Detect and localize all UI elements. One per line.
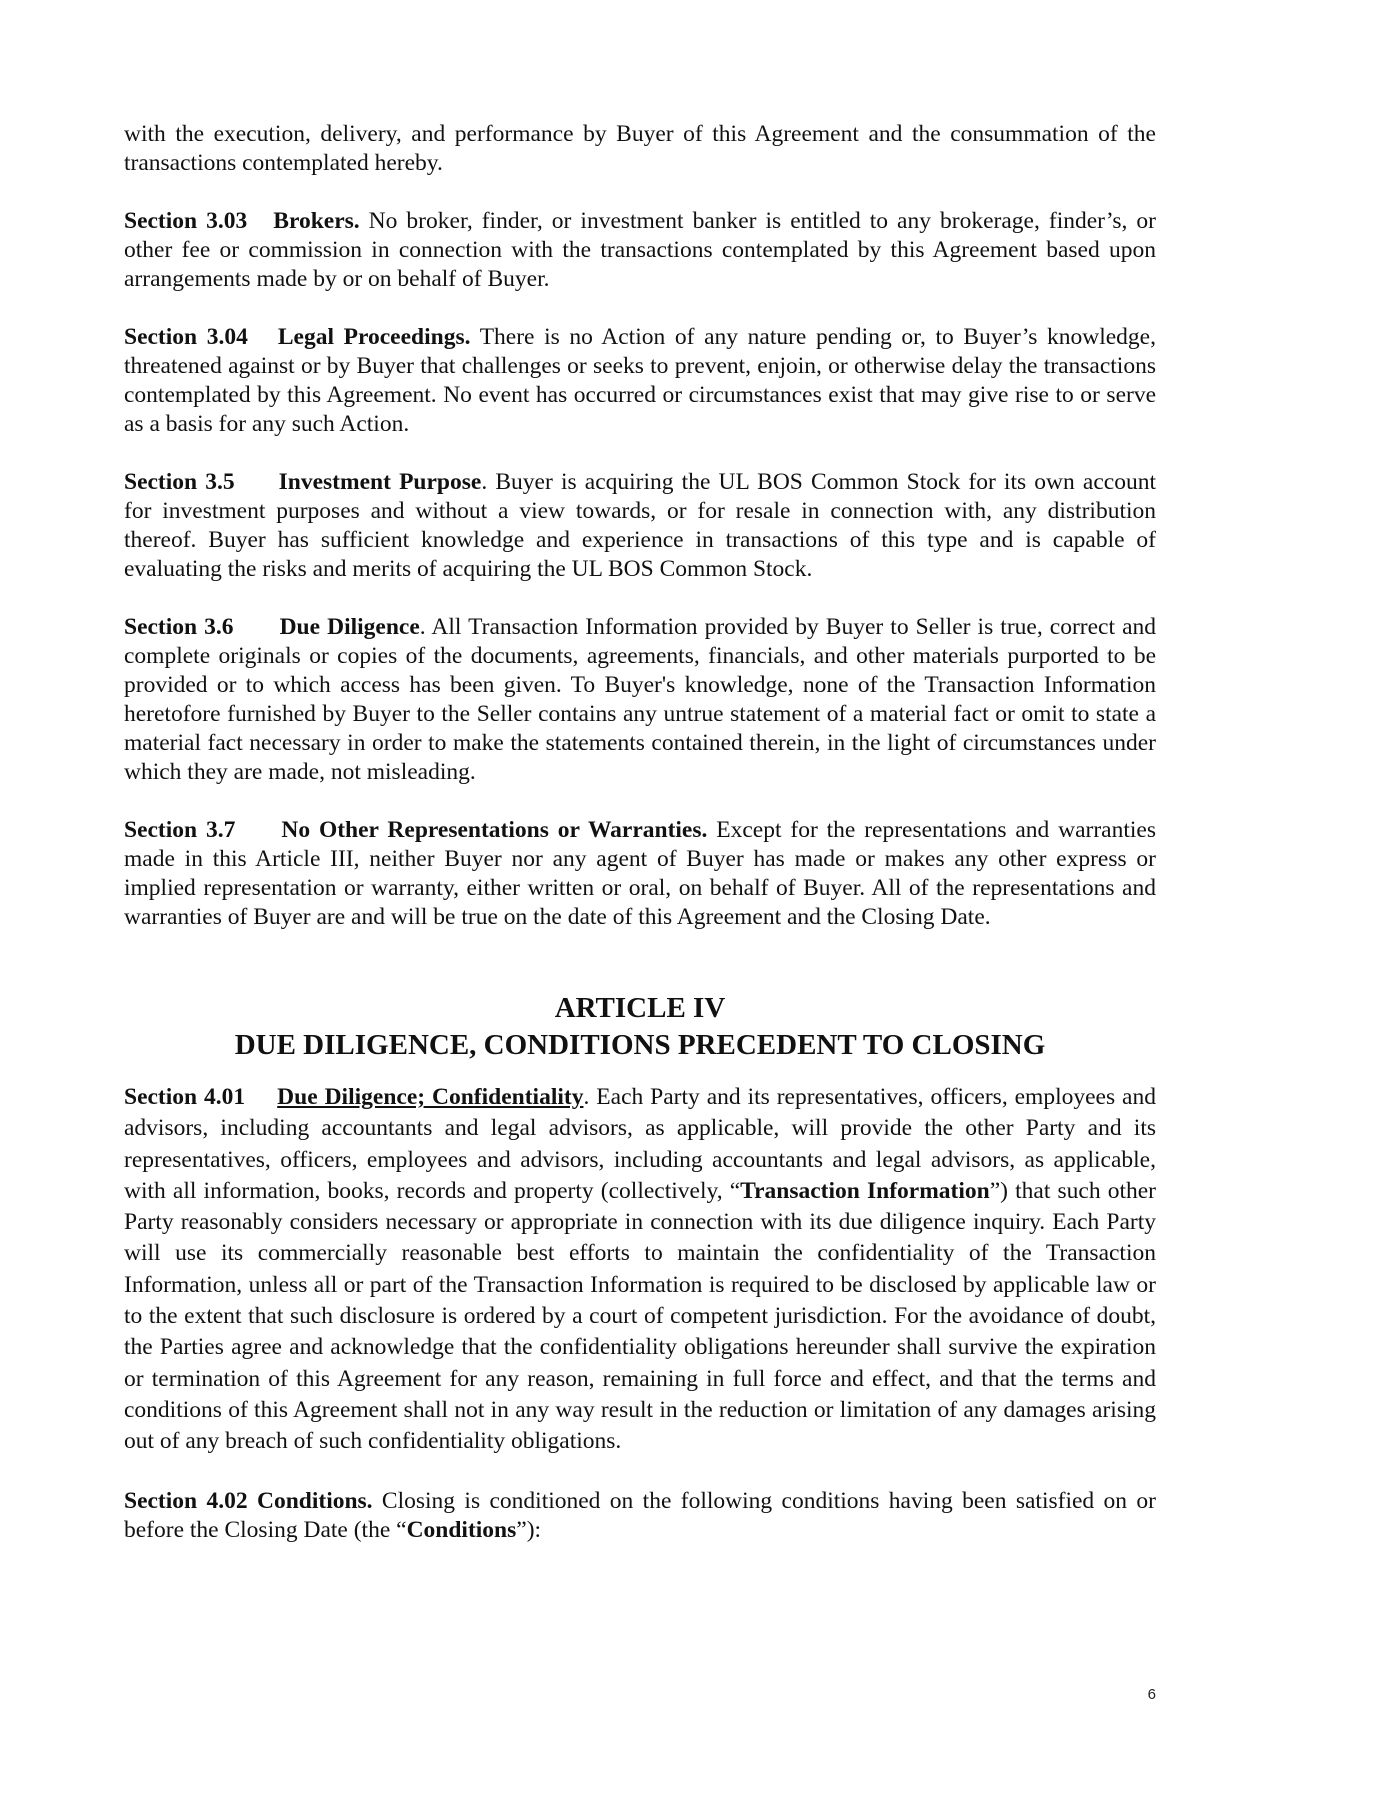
section-4-02 <box>124 1487 1156 1545</box>
section-number: Section 3.7 <box>124 817 236 843</box>
section-text: . Buyer is acquiring the UL BOS Common Stock for its own account for investment purposes and without a view towards, or for resale in connection with, any distribution thereof. Buyer has sufficient knowledge and experience in transactions of this type and is capable of evaluating the risks and merits of acquiring the UL BOS Common Stock. <box>124 469 1156 582</box>
section-title: Legal Proceedings. <box>277 324 471 350</box>
section-number: Section 3.03 <box>124 208 248 234</box>
section-title: Due Diligence <box>279 614 420 640</box>
section-number: Section 3.04 <box>124 324 248 350</box>
section-4-01 <box>124 1082 1156 1458</box>
section-text: ”): <box>516 1516 542 1543</box>
section-number: Section 3.6 <box>124 614 234 640</box>
paragraph-continuation <box>124 120 1156 178</box>
section-3-6 <box>124 613 1156 787</box>
section-text: Closing is conditioned on the following conditions having been satisfied on or before the Closing Date (the “ <box>124 1487 1156 1543</box>
document-body <box>124 120 1156 1574</box>
section-text: There is no Action of any nature pending or, to Buyer’s knowledge, threatened against or by Buyer that challenges or seeks to prevent, enjoin, or otherwise delay the transactions contemplated by this Agreement. No event has occurred or circumstances exist that may give rise to or serve as a basis for any such Action. <box>124 324 1156 437</box>
section-title: Brokers. <box>273 208 360 234</box>
section-number: Section 4.01 <box>124 1084 246 1110</box>
section-text: . Each Party and its representatives, officers, employees and advisors, including accountants and legal advisors, as applicable, will provide the other Party and its representatives, officers, employees and advisors, including accountants and legal advisors, as applicable, with all information, books, records and property (collectively, “ <box>124 1084 1156 1204</box>
article-heading <box>124 990 1156 1064</box>
section-3-03 <box>124 207 1156 294</box>
section-number: Section 4.02 Conditions. <box>124 1487 373 1514</box>
section-text: Except for the representations and warranties made in this Article III, neither Buyer nor any agent of Buyer has made or makes any other express or implied representation or warranty, either written or oral, on behalf of Buyer. All of the representations and warranties of Buyer are and will be true on the date of this Agreement and the Closing Date. <box>124 817 1157 930</box>
paragraph-text: with the execution, delivery, and performance by Buyer of this Agreement and the consummation of the transactions contemplated hereby. <box>124 121 1156 176</box>
section-title: Investment Purpose <box>278 469 482 495</box>
section-3-04 <box>124 323 1156 439</box>
section-title: No Other Representations or Warranties. <box>281 817 708 843</box>
section-text: . All Transaction Information provided by Buyer to Seller is true, correct and complete originals or copies of the documents, agreements, financials, and other materials purported to be provided or to which access has been given. To Buyer's knowledge, none of the Transaction Information heretofore furnished by Buyer to the Seller contains any untrue statement of a material fact or omit to state a material fact necessary in order to make the statements contained therein, in the light of circumstances under which they are made, not misleading. <box>124 614 1157 785</box>
section-text: ”) that such other Party reasonably considers necessary or appropriate in connection with its due diligence inquiry. Each Party will use its commercially reasonable best efforts to maintain the confidentiality of the Transaction Information, unless all or part of the Transaction Information is required to be disclosed by applicable law or to the extent that such disclosure is ordered by a court of competent jurisdiction. For the avoidance of doubt, the Parties agree and acknowledge that the confidentiality obligations hereunder shall survive the expiration or termination of this Agreement for any reason, remaining in full force and effect, and that the terms and conditions of this Agreement shall not in any way result in the reduction or limitation of any damages arising out of any breach of such confidentiality obligations. <box>124 1177 1156 1455</box>
article-title: DUE DILIGENCE, CONDITIONS PRECEDENT TO CLOSING <box>234 1029 1046 1061</box>
section-text: No broker, finder, or investment banker is entitled to any brokerage, finder’s, or other fee or commission in connection with the transactions contemplated by this Agreement based upon arrangements made by or on behalf of Buyer. <box>124 208 1157 292</box>
defined-term: Transaction Information <box>740 1177 990 1204</box>
section-number: Section 3.5 <box>124 469 235 495</box>
article-number: ARTICLE IV <box>554 992 726 1024</box>
section-3-7 <box>124 816 1156 932</box>
section-3-5 <box>124 468 1156 584</box>
section-title: Due Diligence; Confidentiality <box>277 1084 584 1110</box>
defined-term: Conditions <box>406 1516 517 1543</box>
page-number: 6 <box>1147 1686 1156 1703</box>
